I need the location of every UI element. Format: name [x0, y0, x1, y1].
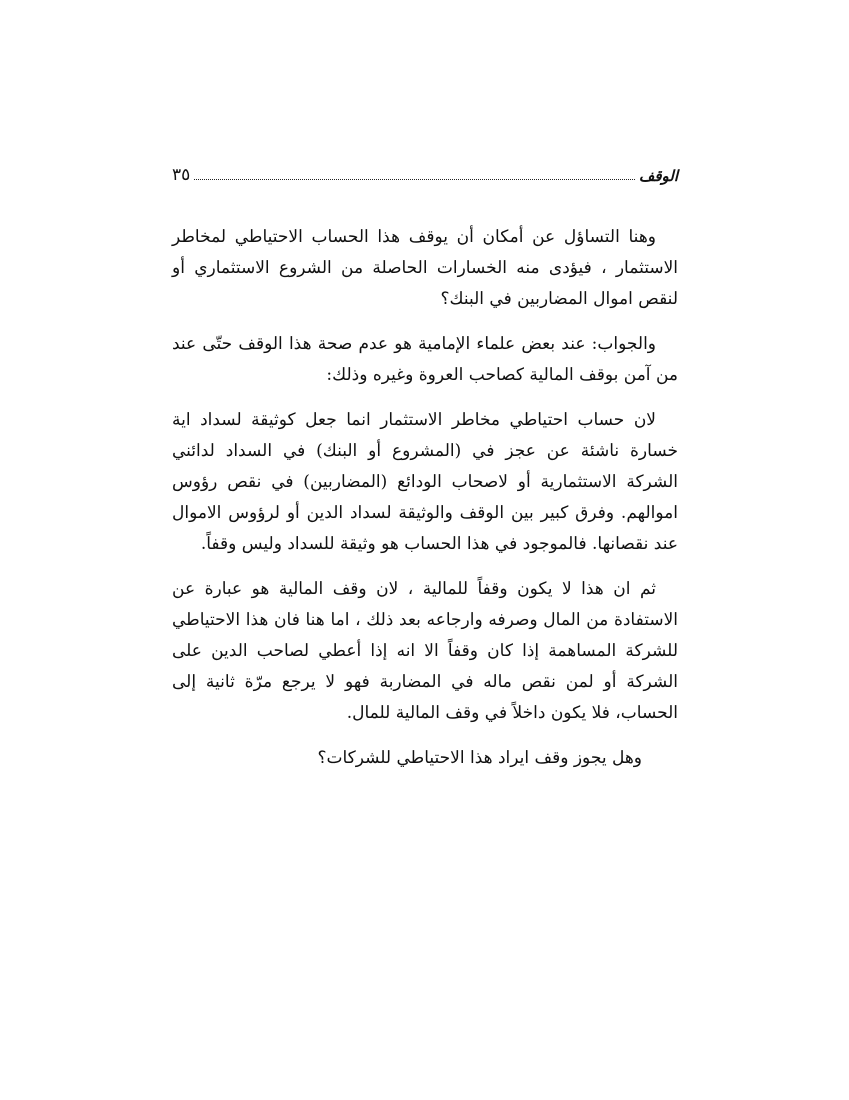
running-header [172, 154, 678, 184]
page-number: ٣٥ [172, 165, 191, 185]
paragraph-reason-waqf-maliya: ثم ان هذا لا يكون وقفاً للمالية ، لان وقف المالية هو عبارة عن الاستفادة من المال وصرفه وارجاعه بعد ذلك ، اما هنا فان هذا الاحتياطي للشركة المساهمة إذا كان وقفاً الا انه إذا أعطي لصاحب الدين على الشركة أو لمن نقص ماله في المضاربة فهو لا يرجع مرّة ثانية إلى الحساب، فلا يكون داخلاً في وقف المالية للمال. [172, 579, 678, 723]
header-dot-leader [194, 179, 635, 180]
paragraph-question: وهنا التساؤل عن أمكان أن يوقف هذا الحساب الاحتياطي لمخاطر الاستثمار ، فيؤدى منه الخسارات الحاصلة من الشروع الاستثماري أو لنقص اموال المضاربين في البنك؟ [172, 227, 678, 309]
page-body [172, 222, 678, 788]
paragraph-reason-guarantee: لان حساب احتياطي مخاطر الاستثمار انما جعل كوثيقة لسداد اية خسارة ناشئة عن عجز في (المشروع أو البنك) في السداد لدائني الشركة الاستثمارية أو لاصحاب الودائع (المضاربين) في نقص رؤوس اموالهم. وفرق كبير بين الوقف والوثيقة لسداد الدين أو لرؤوس الاموال عند نقصانها. فالموجود في هذا الحساب هو وثيقة للسداد وليس وقفاً. [172, 410, 678, 554]
paragraph-answer: والجواب: عند بعض علماء الإمامية هو عدم صحة هذا الوقف حتّى عند من آمن بوقف المالية كصاحب العروة وغيره وذلك: [172, 334, 678, 385]
header-title: الوقف [638, 167, 678, 185]
paragraph-final-question: وهل يجوز وقف ايراد هذا الاحتياطي للشركات؟ [317, 748, 642, 768]
